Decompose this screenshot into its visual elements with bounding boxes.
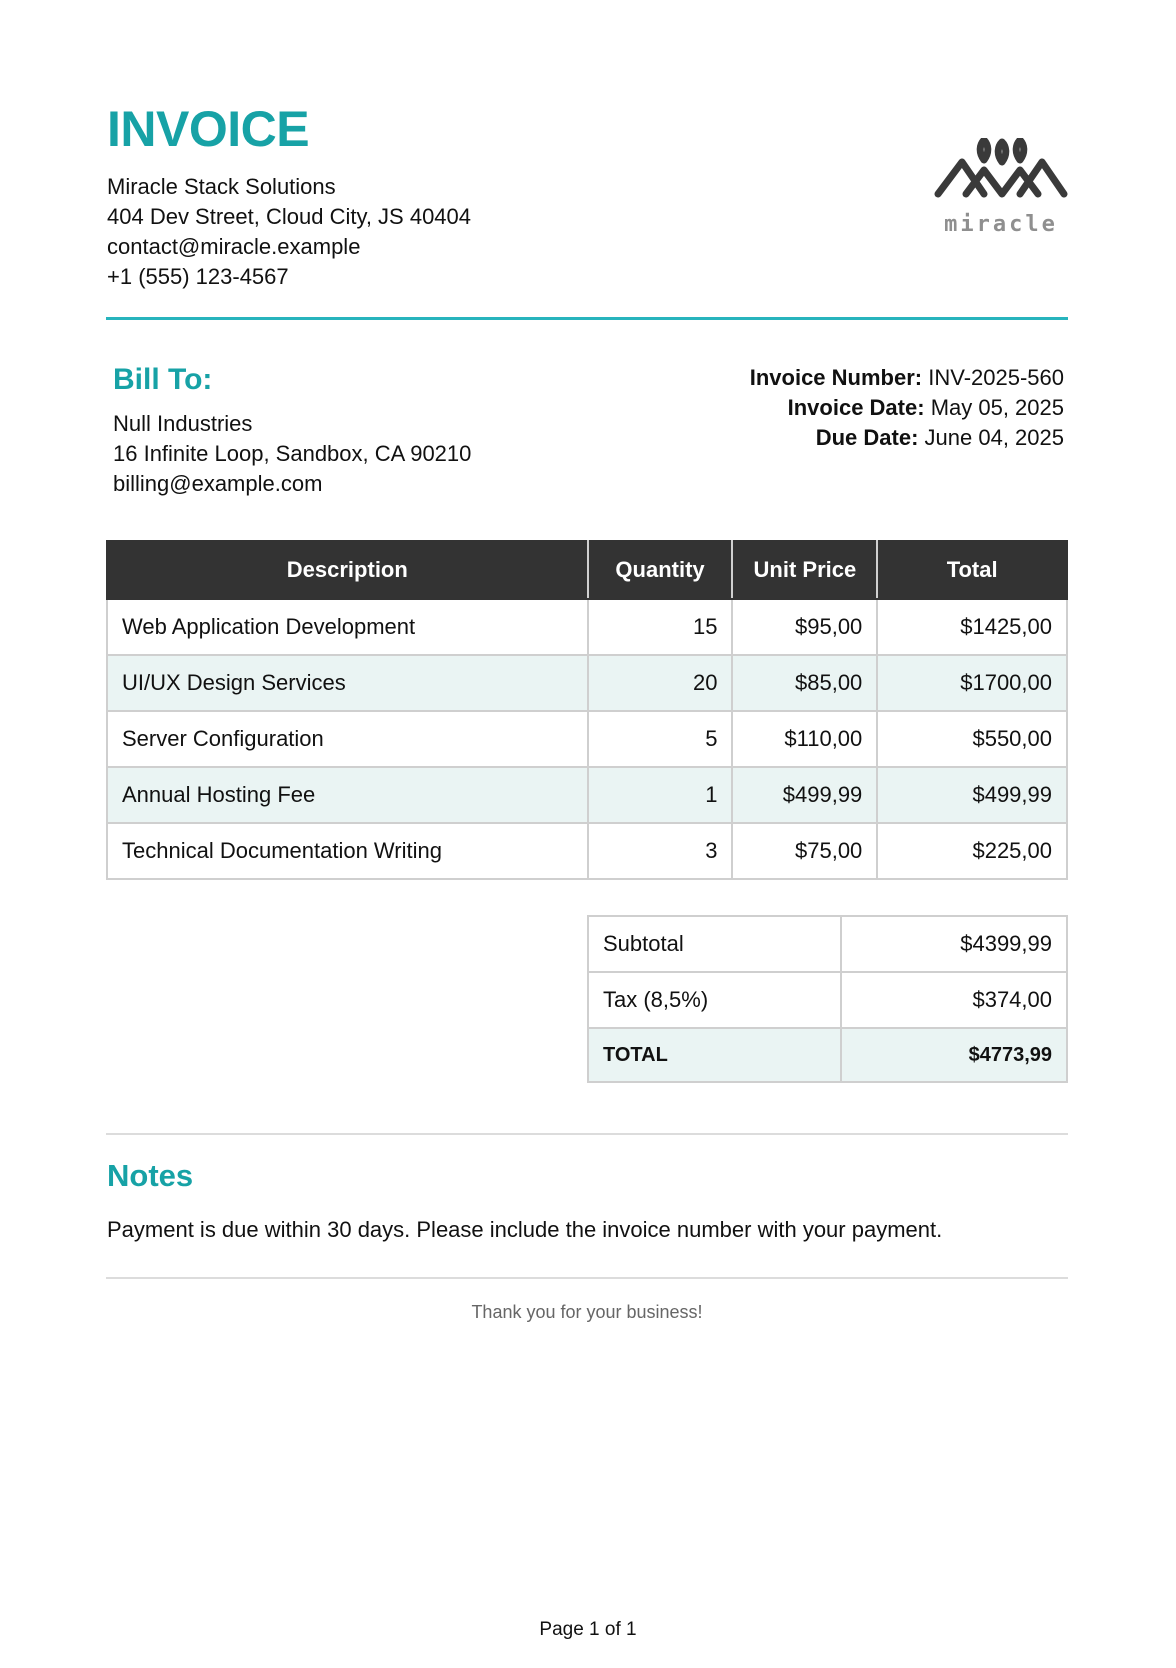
subtotal-row (588, 916, 1067, 972)
client-address: 16 Infinite Loop, Sandbox, CA 90210 (113, 441, 472, 466)
table-row (107, 823, 1067, 879)
grand-total-label: TOTAL (588, 1028, 841, 1082)
notes-divider-bottom (106, 1277, 1068, 1279)
header-divider (106, 317, 1068, 320)
invoice-number-line (750, 363, 1064, 393)
subtotal-value: $4399,99 (841, 916, 1067, 972)
table-header-row (107, 541, 1067, 599)
item-quantity: 1 (588, 767, 733, 823)
company-address: 404 Dev Street, Cloud City, JS 40404 (107, 204, 472, 229)
grand-total-row (588, 1028, 1067, 1082)
invoice-date-label: Invoice Date: (787, 395, 925, 420)
col-header-quantity: Quantity (588, 541, 733, 599)
due-date-value: June 04, 2025 (924, 425, 1064, 450)
item-total: $550,00 (877, 711, 1067, 767)
col-header-total: Total (877, 541, 1067, 599)
bill-to-heading: Bill To: (113, 363, 213, 396)
table-row (107, 599, 1067, 655)
item-total: $499,99 (877, 767, 1067, 823)
company-phone: +1 (555) 123-4567 (107, 264, 289, 289)
item-quantity: 15 (588, 599, 733, 655)
bill-to-block (113, 409, 471, 499)
tax-value: $374,00 (841, 972, 1067, 1028)
table-row (107, 767, 1067, 823)
item-unit-price: $85,00 (732, 655, 877, 711)
item-total: $1425,00 (877, 599, 1067, 655)
company-email: contact@miracle.example (107, 234, 361, 259)
invoice-meta (750, 363, 1064, 453)
client-name: Null Industries (113, 411, 253, 436)
notes-heading: Notes (107, 1158, 194, 1193)
page-number: Page 1 of 1 (539, 1619, 637, 1640)
due-date-label: Due Date: (815, 425, 919, 450)
item-description: Technical Documentation Writing (107, 823, 588, 879)
item-unit-price: $110,00 (732, 711, 877, 767)
item-quantity: 5 (588, 711, 733, 767)
grand-total-value: $4773,99 (841, 1028, 1067, 1082)
item-quantity: 20 (588, 655, 733, 711)
notes-text: Payment is due within 30 days. Please include the invoice number with your payment. (107, 1217, 943, 1242)
line-items-table (106, 540, 1068, 880)
item-description: Web Application Development (107, 599, 588, 655)
notes-divider-top (106, 1133, 1068, 1135)
item-description: Server Configuration (107, 711, 588, 767)
col-header-unit-price: Unit Price (732, 541, 877, 599)
due-date-line (750, 423, 1064, 453)
item-description: Annual Hosting Fee (107, 767, 588, 823)
item-total: $1700,00 (877, 655, 1067, 711)
logo-wordmark: miracle (944, 212, 1058, 237)
tax-row (588, 972, 1067, 1028)
totals-table (587, 915, 1068, 1083)
item-unit-price: $499,99 (732, 767, 877, 823)
invoice-number-label: Invoice Number: (749, 365, 923, 390)
item-unit-price: $95,00 (732, 599, 877, 655)
invoice-number-value: INV-2025-560 (928, 365, 1064, 390)
table-row (107, 655, 1067, 711)
thank-you-message: Thank you for your business! (471, 1302, 703, 1322)
client-email: billing@example.com (113, 471, 323, 496)
company-info (107, 172, 471, 292)
item-quantity: 3 (588, 823, 733, 879)
tax-label: Tax (8,5%) (588, 972, 841, 1028)
invoice-title: INVOICE (107, 101, 310, 157)
item-unit-price: $75,00 (732, 823, 877, 879)
item-total: $225,00 (877, 823, 1067, 879)
company-name: Miracle Stack Solutions (107, 174, 336, 199)
item-description: UI/UX Design Services (107, 655, 588, 711)
table-row (107, 711, 1067, 767)
col-header-description: Description (107, 541, 588, 599)
subtotal-label: Subtotal (588, 916, 841, 972)
invoice-date-value: May 05, 2025 (930, 395, 1064, 420)
invoice-date-line (750, 393, 1064, 423)
